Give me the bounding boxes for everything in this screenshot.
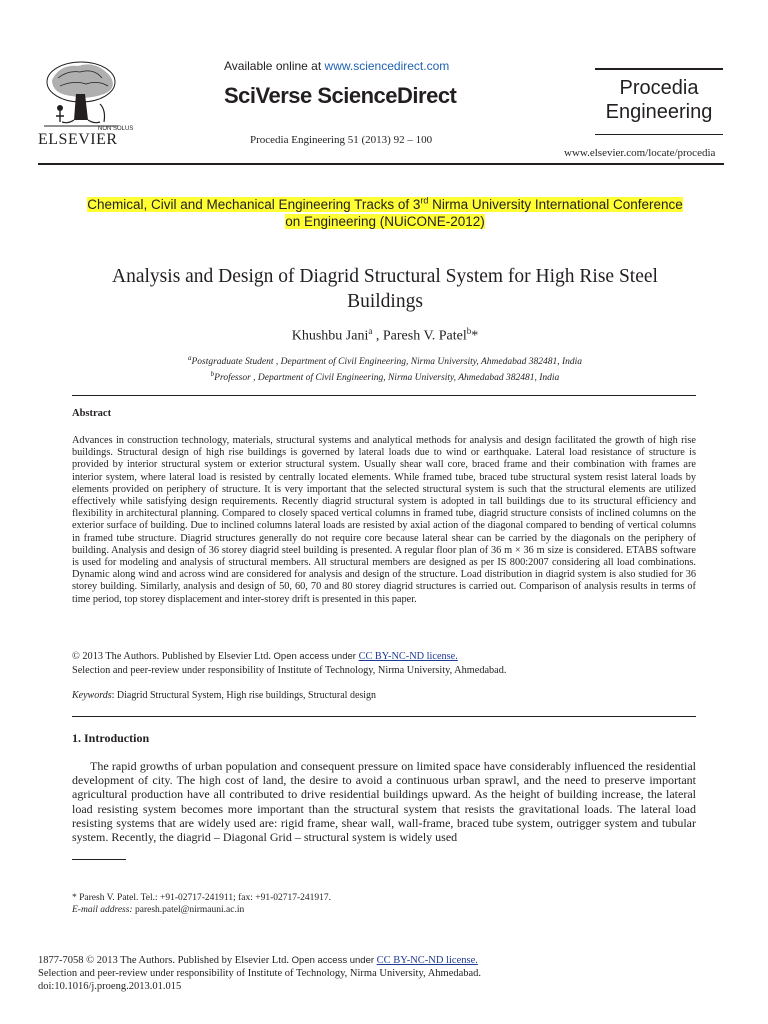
keywords-text: : Diagrid Structural System, High rise buildings, Structural design xyxy=(111,690,377,701)
affiliations xyxy=(80,352,690,384)
elsevier-tree-logo xyxy=(38,58,134,132)
abstract-bottom-rule xyxy=(72,716,696,717)
email-label: E-mail address: xyxy=(72,905,133,915)
author-list: Khushbu Jani$^a$ , Paresh V. Patel$^b$* xyxy=(291,326,479,344)
paper-title-line1: Analysis and Design of Diagrid Structural System for High Rise Steel xyxy=(112,266,658,287)
abstract-text: Advances in construction technology, materials, structural systems and analytical methods for analysis and design facilitated the growth of high rise buildings. Structural design of high rise buildings is governed by lateral loads due to wind or earthquake. Lateral load resistance of structure is provided by interior structural system or exterior structural system. Usually shear wall core, braced frame and their combination with frames are interior system, where lateral load is resisted by centrally located elements. While framed tube, braced tube structural system resist lateral loads by elements provided on periphery of structure. It is very important that the selected structural system is such that the structural elements are utilized effectively while satisfying design requirements. Recently diagrid structural system is adopted in tall buildings due to its structural efficiency and flexibility in architectural planning. Compared to closely spaced vertical columns in framed tube, diagrid structure consists of inclined columns on the exterior surface of building. Due to inclined columns lateral loads are resisted by axial action of the diagonal compared to bending of vertical columns in framed tube structure. Diagrid structures generally do not require core because lateral shear can be carried by the diagonals on the periphery of building. Analysis and design of 36 storey diagrid steel building is presented. A regular floor plan of 36 m × 36 m size is considered. ETABS software is used for modeling and analysis of structural members. All structural members are designed as per IS 800:2007 considering all load combinations. Dynamic along wind and across wind are considered for analysis and design of the structure. Load distribution in diagrid system is also studied for 36 storey building. Similarly, analysis and design of 50, 60, 70 and 80 storey diagrid structures is carried out. Comparison of analysis results in terms of time period, top storey displacement and inter-storey drift is presented in this paper. xyxy=(72,435,696,605)
conference-line2: on Engineering (NUiCONE-2012) xyxy=(285,213,485,229)
journal-url[interactable]: www.elsevier.com/locate/procedia xyxy=(564,147,716,159)
journal-title-line1: Procedia xyxy=(619,77,699,99)
paper-title xyxy=(80,264,690,314)
sciencedirect-link[interactable]: www.sciencedirect.com xyxy=(324,59,450,73)
copyright-notice: © 2013 The Authors. Published by Elsevier Ltd. Open access under CC BY-NC-ND license. Selection and peer-review under responsibility of Institute of Technology, Nirma University, Ahmedabad. xyxy=(72,651,507,676)
conference-banner xyxy=(75,192,695,230)
abstract-top-rule xyxy=(72,395,696,396)
introduction-text: The rapid growths of urban population and consequent pressure on limited space have considerably influenced the residential development of city. The high cost of land, the desire to avoid a continuous urban sprawl, and the need to preserve important agricultural production have all contributed to drive residential buildings upward. As the height of building increase, the lateral load resisting system becomes more important than the structural system that resists the gravitational loads. The lateral load resisting systems that are widely used are: rigid frame, shear wall, wall-frame, braced tube system, outrigger system and tubular system. Recently, the diagrid – Diagonal Grid – structural system is widely used xyxy=(72,759,696,845)
svg-text:NON SOLUS: NON SOLUS xyxy=(98,126,134,132)
header-divider xyxy=(38,163,724,165)
paper-title-line2: Buildings xyxy=(347,291,423,312)
affiliation-a: $^a$Postgraduate Student , Department of Civil Engineering, Nirma University, Ahmedabad 382481, India xyxy=(187,354,583,368)
email-address[interactable]: paresh.patel@nirmauni.ac.in xyxy=(132,905,245,915)
license-link[interactable]: CC BY-NC-ND license. xyxy=(358,651,458,662)
journal-title xyxy=(595,76,723,124)
author-name: Khushbu Jani xyxy=(291,328,369,344)
footnote-contact: * Paresh V. Patel. Tel.: +91-02717-241911; fax: +91-02717-241917. xyxy=(72,893,332,903)
page-footer: 1877-7058 © 2013 The Authors. Published by Elsevier Ltd. Open access under CC BY-NC-ND license. Selection and peer-review under responsibility of Institute of Technology, Nirma University, Ahmedabad. doi:10.1016/j.proeng.2013.01.015 xyxy=(38,954,688,994)
footnote-rule xyxy=(72,859,126,860)
available-prefix: Available online at xyxy=(224,59,325,73)
keywords xyxy=(72,690,696,701)
conference-line1: Chemical, Civil and Mechanical Engineering Tracks of 3rd Nirma University International Conference xyxy=(87,195,683,212)
footnote xyxy=(72,892,696,916)
author-name: Paresh V. Patel xyxy=(382,328,467,344)
abstract-heading: Abstract xyxy=(72,408,112,419)
available-online-line xyxy=(224,59,449,73)
platform-name: SciVerse ScienceDirect xyxy=(224,83,457,108)
doi[interactable]: doi:10.1016/j.proeng.2013.01.015 xyxy=(38,981,182,993)
section-heading: 1. Introduction xyxy=(72,731,150,745)
affiliation-b: $^b$Professor , Department of Civil Engineering, Nirma University, Ahmedabad 382481, India xyxy=(210,370,560,384)
license-link[interactable]: CC BY-NC-ND license. xyxy=(376,955,478,966)
journal-title-line2: Engineering xyxy=(605,101,713,123)
publisher-name: ELSEVIER xyxy=(38,131,118,148)
journal-reference: Procedia Engineering 51 (2013) 92 – 100 xyxy=(250,134,433,146)
keywords-label: Keywords xyxy=(72,690,112,701)
